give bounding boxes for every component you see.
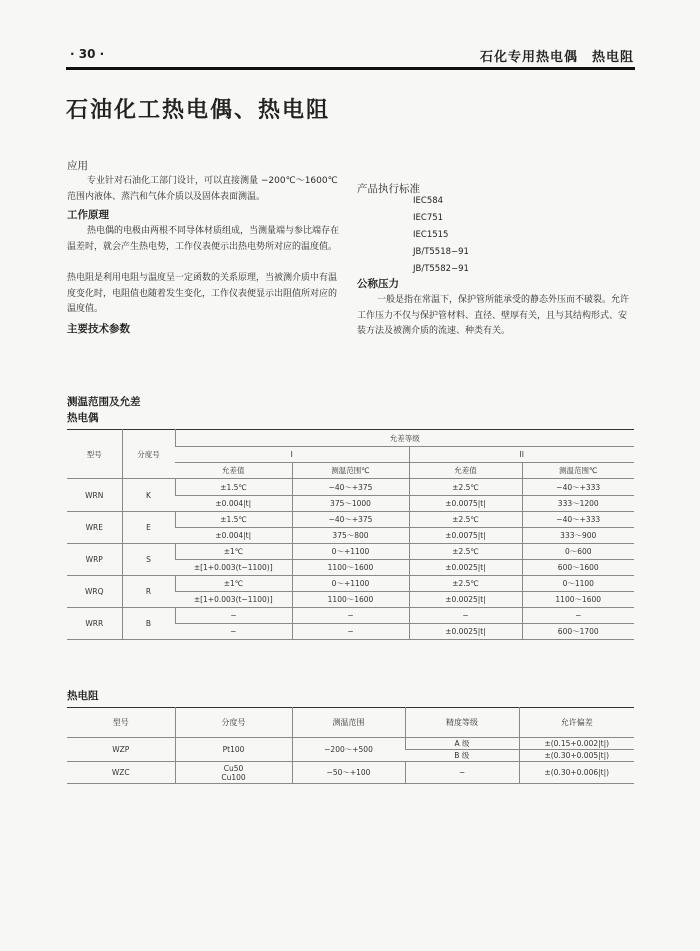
- table-cell: 600～1600: [522, 560, 634, 576]
- index-cu50: Cu50: [223, 763, 244, 773]
- tol-header: 允差值: [175, 463, 292, 479]
- table-cell: 375～800: [292, 528, 409, 544]
- table-cell: 0～1100: [522, 576, 634, 592]
- model-cell: WRQ: [67, 576, 122, 608]
- table-cell: ±1.5℃: [175, 479, 292, 496]
- principle-paragraph-1: 热电偶的电极由两根不同导体材质组成，当测量端与参比端存在温差时，就会产生热电势，工作仪表便示出热电势所对应的温度值。: [67, 226, 340, 252]
- table-row: [67, 738, 634, 750]
- running-header: 石化专用热电偶 热电阻: [479, 50, 634, 65]
- col-model-header: 型号: [67, 430, 122, 479]
- model-cell: WZC: [67, 762, 175, 784]
- pressure-heading: 公称压力: [357, 278, 399, 290]
- table-cell: ±0.004|t|: [175, 528, 292, 544]
- thermocouple-heading: 热电偶: [67, 412, 99, 424]
- col-deviation-header: 允许偏差: [519, 708, 634, 738]
- tol-header: 允差值: [409, 463, 522, 479]
- table-cell: ±1℃: [175, 576, 292, 592]
- grade-2-header: II: [409, 447, 634, 463]
- table-cell: ±1℃: [175, 544, 292, 560]
- table-cell: ±0.0025|t|: [409, 592, 522, 608]
- rtd-table: [67, 707, 634, 784]
- page-number: · 30 ·: [70, 47, 105, 61]
- model-cell: WRE: [67, 512, 122, 544]
- table-cell: −: [409, 608, 522, 624]
- principle-heading: 工作原理: [67, 209, 109, 221]
- table-cell: ±0.0025|t|: [409, 624, 522, 640]
- table-cell: ±2.5℃: [409, 512, 522, 528]
- model-cell: WRR: [67, 608, 122, 640]
- col-index-header: 分度号: [175, 708, 292, 738]
- standard-item: IEC1515: [413, 230, 449, 240]
- deviation-cell: ±(0.30+0.005|t|): [519, 750, 634, 762]
- table-cell: −40～+333: [522, 512, 634, 528]
- table-cell: −: [522, 608, 634, 624]
- table-cell: −: [175, 624, 292, 640]
- application-text: 专业针对石油化工部门设计，可以直接测量 −200℃～1600℃范围内液体、蒸汽和气体介质以及固体表面测温。: [67, 176, 338, 202]
- range-cell: −200～+500: [292, 738, 405, 762]
- index-cu100: Cu100: [221, 772, 246, 782]
- standard-item: JB/T5518−91: [413, 247, 469, 257]
- table-cell: ±0.0075|t|: [409, 496, 522, 512]
- class-cell: A 级: [405, 738, 519, 750]
- header-rule: [66, 67, 635, 70]
- pressure-text: 一般是指在常温下，保护管所能承受的静态外压而不破裂。允许工作压力不仅与保护管材料、直径、壁厚有关，且与其结构形式、安装方法及被测介质的流速、种类有关。: [357, 295, 630, 336]
- deviation-cell: ±(0.30+0.006|t|): [519, 762, 634, 784]
- standards-list: [413, 193, 469, 278]
- table-cell: 0～600: [522, 544, 634, 560]
- table-cell: ±2.5℃: [409, 479, 522, 496]
- range-cell: −50～+100: [292, 762, 405, 784]
- standards-heading: 产品执行标准: [357, 183, 420, 195]
- range-header: 测温范围℃: [292, 463, 409, 479]
- table-cell: ±2.5℃: [409, 576, 522, 592]
- table-cell: ±[1+0.003(t−1100)]: [175, 592, 292, 608]
- main-params-heading: 主要技术参数: [67, 323, 130, 335]
- table-row: [67, 762, 634, 784]
- col-grade-header: 允差等级: [175, 430, 634, 447]
- table-cell: 600～1700: [522, 624, 634, 640]
- index-cell: K: [122, 479, 175, 512]
- page-title: 石油化工热电偶、热电阻: [66, 98, 331, 123]
- table-cell: 0～+1100: [292, 544, 409, 560]
- index-cell: B: [122, 608, 175, 640]
- table-cell: 0～+1100: [292, 576, 409, 592]
- standard-item: IEC751: [413, 213, 444, 223]
- table-cell: 1100～1600: [522, 592, 634, 608]
- range-heading: 测温范围及允差: [67, 396, 141, 408]
- table-cell: ±0.0075|t|: [409, 528, 522, 544]
- model-cell: WZP: [67, 738, 175, 762]
- table-cell: ±[1+0.003(t−1100)]: [175, 560, 292, 576]
- col-model-header: 型号: [67, 708, 175, 738]
- standard-item: JB/T5582−91: [413, 264, 469, 274]
- table-row: [67, 576, 634, 592]
- thermocouple-table: [67, 429, 634, 640]
- table-cell: 333～1200: [522, 496, 634, 512]
- table-cell: −40～+333: [522, 479, 634, 496]
- table-cell: −: [292, 608, 409, 624]
- table-cell: −40～+375: [292, 512, 409, 528]
- deviation-cell: ±(0.15+0.002|t|): [519, 738, 634, 750]
- application-heading: 应用: [67, 160, 88, 172]
- table-row: [67, 479, 634, 496]
- table-cell: 375～1000: [292, 496, 409, 512]
- table-cell: 1100～1600: [292, 592, 409, 608]
- table-row: [67, 608, 634, 624]
- table-row: [67, 544, 634, 560]
- rtd-heading: 热电阻: [67, 690, 99, 702]
- table-cell: ±0.004|t|: [175, 496, 292, 512]
- table-cell: ±0.0025|t|: [409, 560, 522, 576]
- grade-1-header: I: [175, 447, 409, 463]
- table-cell: −: [292, 624, 409, 640]
- table-cell: 333～900: [522, 528, 634, 544]
- index-cell: R: [122, 576, 175, 608]
- index-cell: [175, 762, 292, 784]
- table-cell: ±1.5℃: [175, 512, 292, 528]
- class-cell: −: [405, 762, 519, 784]
- col-range-header: 测温范围: [292, 708, 405, 738]
- index-cell: Pt100: [175, 738, 292, 762]
- model-cell: WRP: [67, 544, 122, 576]
- table-cell: ±2.5℃: [409, 544, 522, 560]
- index-cell: S: [122, 544, 175, 576]
- principle-paragraph-2: 热电阻是利用电阻与温度呈一定函数的关系原理，当被测介质中有温度变化时，电阻值也随着发生变化，工作仪表便显示出阻值所对应的温度值。: [67, 273, 338, 314]
- model-cell: WRN: [67, 479, 122, 512]
- standard-item: IEC584: [413, 196, 444, 206]
- table-row: [67, 512, 634, 528]
- table-cell: −: [175, 608, 292, 624]
- index-cell: E: [122, 512, 175, 544]
- table-cell: −40～+375: [292, 479, 409, 496]
- col-index-header: 分度号: [122, 430, 175, 479]
- table-cell: 1100～1600: [292, 560, 409, 576]
- col-class-header: 精度等级: [405, 708, 519, 738]
- class-cell: B 级: [405, 750, 519, 762]
- range-header: 测温范围℃: [522, 463, 634, 479]
